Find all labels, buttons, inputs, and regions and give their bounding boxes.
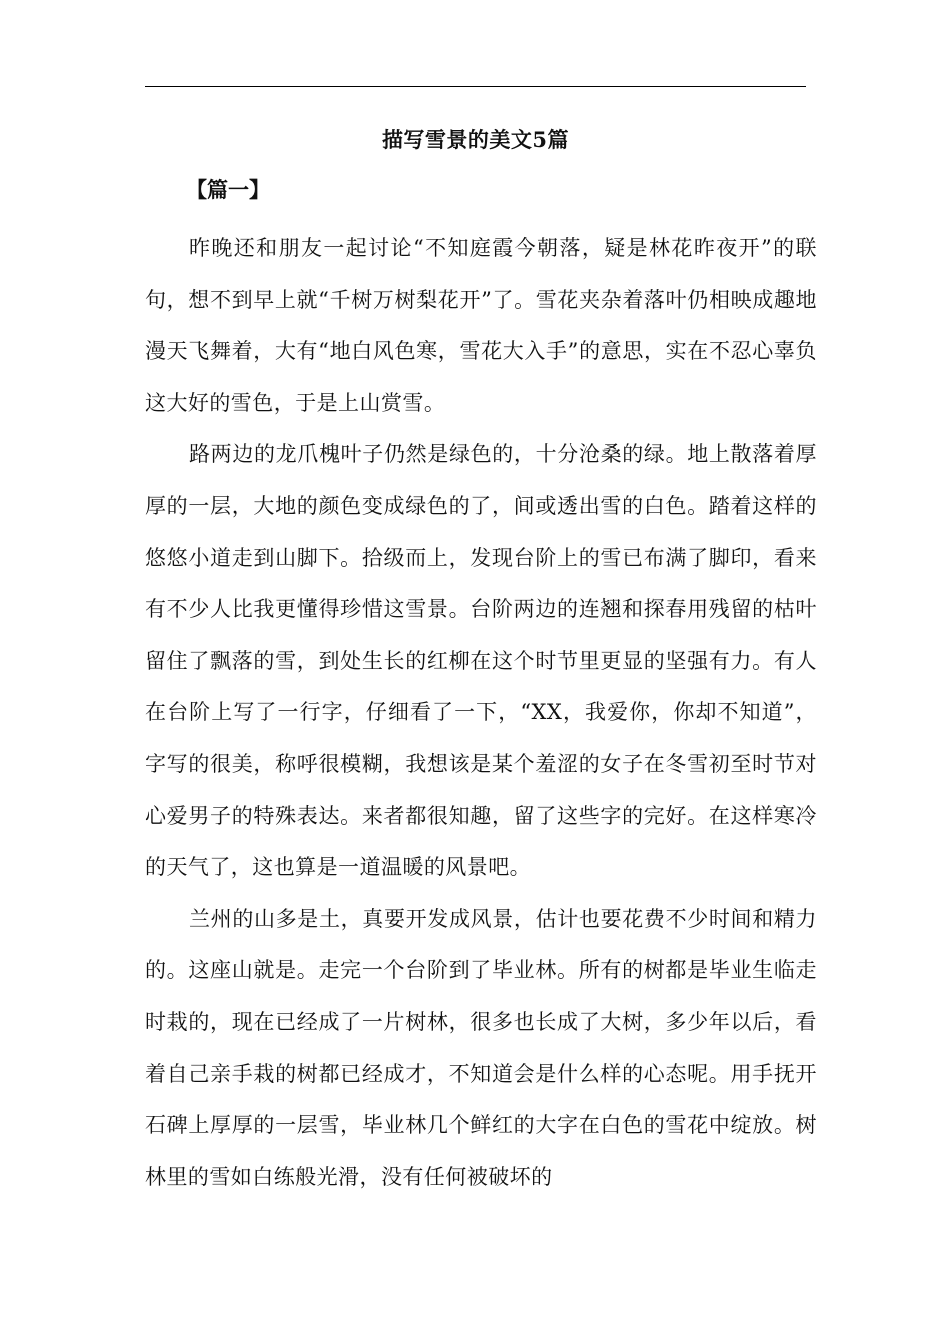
paragraph-1: 昨晚还和朋友一起讨论“不知庭霞今朝落，疑是林花昨夜开”的联句，想不到早上就“千树万树梨花开”了。雪花夹杂着落叶仍相映成趣地漫天飞舞着，大有“地白风色寒，雪花大入手”的意思，实在不忍心辜负这大好的雪色，于是上山赏雪。 <box>145 236 817 415</box>
section-label: 【篇一】 <box>186 177 270 202</box>
document-title: 描写雪景的美文5篇 <box>381 127 570 152</box>
paragraph-3: 兰州的山多是土，真要开发成风景，估计也要花费不少时间和精力的。这座山就是。走完一个台阶到了毕业林。所有的树都是毕业生临走时栽的，现在已经成了一片树林，很多也长成了大树，多少年以后，看着自己亲手栽的树都已经成才，不知道会是什么样的心态呢。用手抚开石碑上厚厚的一层雪，毕业林几个鲜红的大字在白色的雪花中绽放。树林里的雪如白练般光滑，没有任何被破坏的 <box>145 906 817 1189</box>
paragraph-2: 路两边的龙爪槐叶子仍然是绿色的，十分沧桑的绿。地上散落着厚厚的一层，大地的颜色变成绿色的了，间或透出雪的白色。踏着这样的悠悠小道走到山脚下。拾级而上，发现台阶上的雪已布满了脚印，看来有不少人比我更懂得珍惜这雪景。台阶两边的连翘和探春用残留的枯叶留住了飘落的雪，到处生长的红柳在这个时节里更显的坚强有力。有人在台阶上写了一行字，仔细看了一下，“XX，我爱你，你却不知道”，字写的很美，称呼很模糊，我想该是某个羞涩的女子在冬雪初至时节对心爱男子的特殊表达。来者都很知趣，留了这些字的完好。在这样寒冷的天气了，这也算是一道温暖的风景吧。 <box>145 442 817 880</box>
document-body <box>145 170 817 1203</box>
header-rule <box>145 86 806 87</box>
